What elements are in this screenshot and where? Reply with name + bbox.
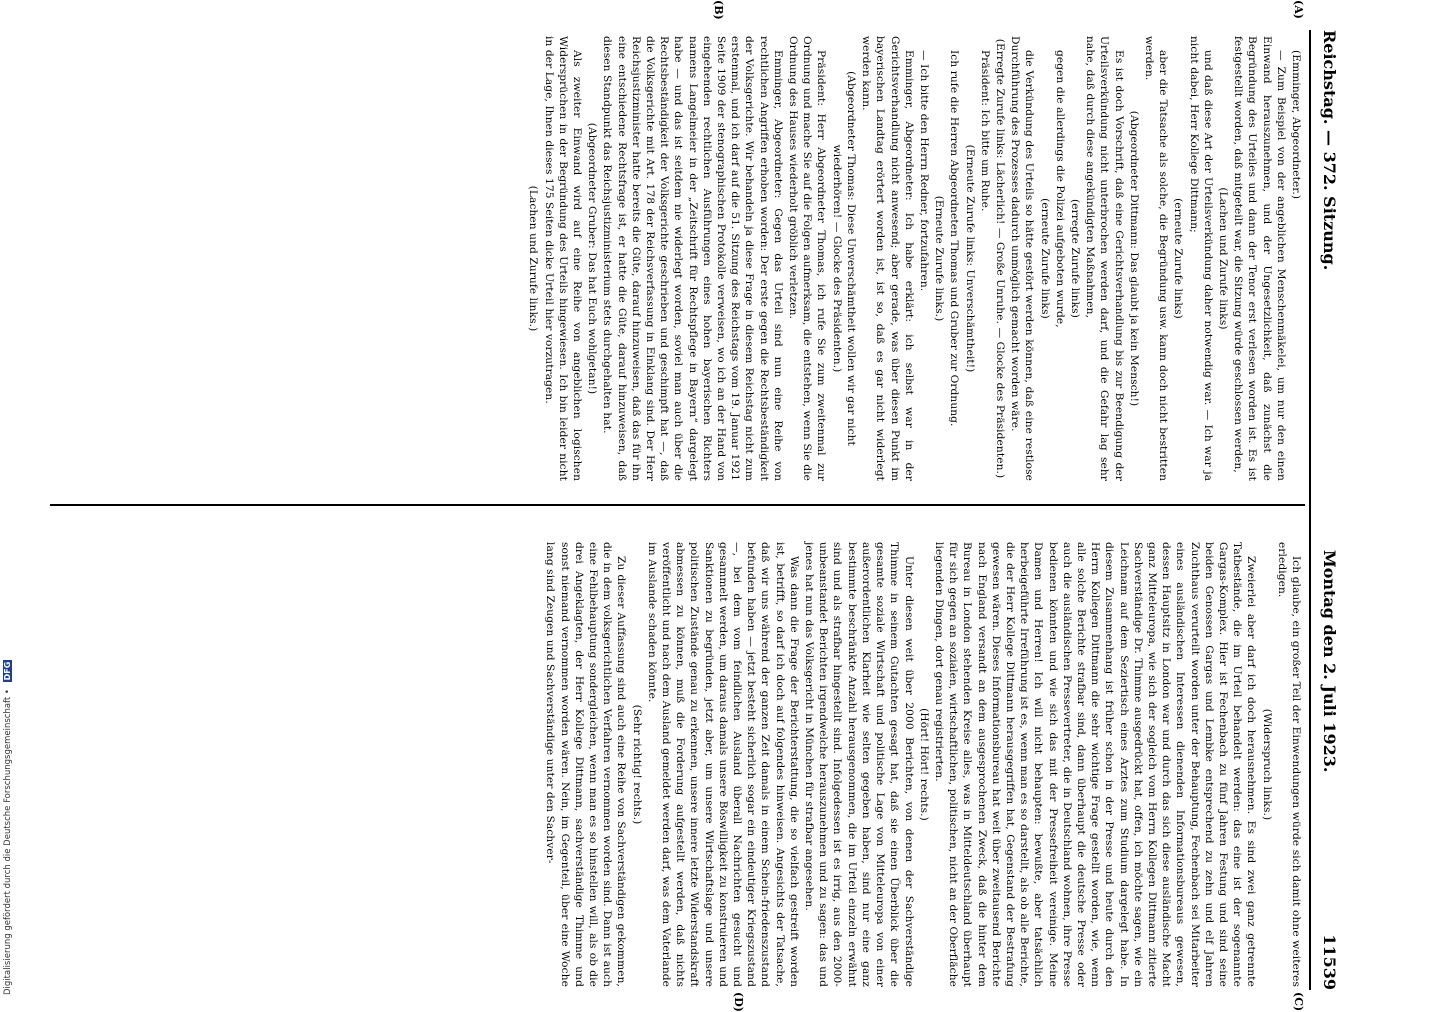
text-paragraph: Was dann die Frage der Berichterstattung, die so vielfach gestreift worden ist, betrifft, so darf ich doch auf folgendes hinweisen. Angesichts der Tatsache, daß wir uns während der ganzen Zeit damals in einem Schein-friedenszustand befunden haben — jetzt besteht sicherlich sogar ein eindeutiger Kriegszustand —, bei dem vom feindlichen Ausland überall Nachrichten gesucht und gesammelt werden, um daraus damals unsere Böswilligkeit zu konstruieren und Sanktionen zu begründen, jetzt aber, um unsere Wirtschaftslage und unsere politischen Zustände genau zu erkennen, unsere innere letzte Widerstandskraft abmessen zu können, muß die Forderung aufgestellt werden, daß nichts veröffentlicht und nach dem Ausland gemeldet werden darf, was dem Vaterlande im Auslande schaden könnte. [645, 542, 800, 987]
interjection: (Abgeordneter Thomas: Diese Unverschämtheit wollen wir gar nicht wiederhören! — Glocke des Präsidenten.) [830, 71, 857, 446]
text-paragraph: aber die Tatsache als solche, die Begründung usw. kann doch nicht bestritten werden. [1142, 36, 1170, 481]
text-paragraph: Zu dieser Auffassung sind auch eine Reihe von Sachverständigen gekommen, die in dem volksgerichtlichen Verfahren vernommen worden sind. Dann ist auch eine Fehlbehauptung sondergleichen, wenn man es so hinstellen will, als ob die drei Angeklagten, der Herr Kollege Dittmann, sachverständige Thimme und sonst niemand vernommen worden wären. Nein, im Gegenteil, über eine Woche lang sind Zeugen und Sachverständige unter den Sachver- [544, 542, 628, 987]
column-rule [50, 504, 1305, 506]
left-text-column [53, 36, 1303, 481]
text-paragraph: — Ich bitte den Herrn Redner, fortzufahren. [917, 50, 930, 292]
interjection: (Abgeordneter Gruber: Das hat Euch wohlgetan!) [586, 122, 599, 395]
speaker-paragraph: (Emminger, Abgeordneter.) [1290, 50, 1302, 200]
interjection: (Sehr richtig! rechts.) [630, 704, 643, 825]
header-page-number: 11539 [1320, 934, 1339, 990]
right-text-column [53, 542, 1303, 987]
interjection: (Erregte Zurufe links: Lächerlich! — Große Unruhe. — Glocke des Präsidenten.) [993, 38, 1006, 479]
margin-mark-c: (C) [1292, 992, 1305, 1012]
dfg-logo: DFG [3, 661, 12, 681]
margin-mark-d: (D) [732, 992, 745, 1012]
header-date: Montag den 2. Juli 1923. [1320, 550, 1339, 773]
header-rule [1309, 30, 1311, 990]
interjection: (Widerspruch links.) [1260, 708, 1273, 821]
text-paragraph: die Verkündung des Urteils so hätte gestört werden können, daß eine restlose Durchführung des Prozesses dadurch unmöglich gemacht worden wäre. [1009, 36, 1036, 481]
text-paragraph: und daß diese Art der Urteilsverkündung daher notwendig war. — Ich war ja nicht dabei, Herr Kollege Dittmann; [1187, 36, 1214, 481]
interjection: (Abgeordneter Dittmann: Das glaubt ja kein Mensch!) [1127, 110, 1140, 407]
text-paragraph: Unter diesen weit über 2000 Berichten, von denen der Sachverständige Thimme in seinem Gutachten gesagt hat, daß sie einen Überblick über die gesamte soziale Wirtschaft und politische Lage von Mitteleuropa von einer außerordentlichen Klarheit wie selten gegeben haben, sind nur eine ganz bestimmte beschränkte Anzahl herausgenommen, die im Urteil einzeln erwähnt sind und als strafbar hingestellt sind. Infolgedessen ist es irrig, aus den 2000-unbeanstandet Berichten irgendwelche herauszunehmen und zu sagen: das und jenes hat nun das Volksgericht in München für strafbar angesehen. [803, 542, 915, 987]
interjection: (erregte Zurufe links) [1068, 199, 1081, 318]
interjection: (Hört! Hört! rechts.) [917, 708, 930, 821]
header-title: Reichstag. — 372. Sitzung. [1320, 30, 1339, 271]
margin-mark-a: (A) [1292, 0, 1305, 19]
speaker-paragraph: Emminger, Abgeordneter: Ich habe erklärt: ich selbst war in der Gerichtsverhandlung nicht anwesend; aber gerade, was über diesen Punkt im bayerischen Landtag erörtert worden ist, ist so, daß es gar nicht widerlegt werden kann. [860, 36, 915, 481]
speaker-paragraph: Emminger, Abgeordneter: Gegen das Urteil sind nun eine Reihe von rechtlichen Angriffen erhoben worden: Der erste gegen die Rechtsbeständigkeit der Volksgerichte. Wir behandeln ja diese Frage in diesem Reichstag nicht zum erstenmal, und ich darf auf die 51. Sitzung des Reichstags vom 19. Januar 1921 Seite 1909 der stenographischen Protokolle verweisen, wo ich an der Hand von eingehenden rechtlichen Ausführungen eines hohen bayerischen Richters namens Langelmeier in der „Zeitschrift für Rechtspflege in Bayern“ dargelegt habe — und das ist seitdem nie widerlegt worden, soviel man auch über die Rechtsbeständigkeit der Volksgerichte geschrieben und geschimpft hat —, daß die Volksgerichte mit Art. 178 der Reichsverfassung in Einklang sind. Der Herr Reichsjustizminister hatte bereits die Güte, darauf hinzuweisen, daß das für ihn eine entschiedene Rechtsfrage ist, er hatte die Güte, darauf hinzuweisen, daß diesen Standpunkt das Reichsjustizministerium stets durchgehalten hat. [601, 36, 784, 481]
interjection: (Lachen und Zurufe links) [1216, 187, 1229, 330]
digitization-credit [3, 5, 15, 995]
interjection: (Lachen und Zurufe links.) [527, 185, 540, 332]
text-paragraph: Als zweiter Einwand wird auf eine Reihe von angeblichen logischen Widersprüchen in der Begründung des Urteils hingewiesen. Ich bin leider nicht in der Lage, Ihnen dieses 175 Seiten dicke Urteil hier vorzutragen. [542, 36, 584, 481]
interjection: (Erneute Zurufe links.) [933, 195, 946, 322]
speaker-paragraph: Präsident: Ich bitte um Ruhe. [978, 50, 991, 212]
text-paragraph: Zweierlei aber darf ich doch herausnehmen. Es sind zwei ganz getrennte Tatbestände, die im Urteil behandelt werden: das eine ist der sogenannte Gargas-Komplex. Hier ist Fechenbach zu fünf Jahren Festung und sind seine beiden Genossen Gargas und Lembke entsprechend zu zehn und elf Jahren Zuchthaus verurteilt worden unter der Behauptung, Fechenbach sei Mitarbeiter eines ausländischen Interessen dienenden Informationsbureaus gewesen, dessen Hauptsitz in London war und durch das sich diese ausländische Macht ganz Mitteleuropa, wie sich der sogleich vom Herrn Kollegen Dittmann zitierte Sachverständige Dr. Thimme ausgedrückt hat, offen, ich möchte sagen, wie ein Leichnam auf dem Seziertisch eines Arztes zum Studium dargelegt habe. In diesem Zusammenhang ist früher schon in der Presse und heute durch den Herrn Kollegen Dittmann die sehr wichtige Frage gestellt worden, wie, wenn alle solche Berichte strafbar sind, dann überhaupt die deutsche Presse oder auch die ausländischen Pressevertreter, die in Deutschland wohnen, ihre Presse bedienen könnten und wie sich das mit der Pressefreiheit vereinige. Meine Damen und Herren! Ich will nicht behaupten: bewußte, aber tatsächlich herbeigeführte Irreführung ist es, wenn man es so darstellt, als ob alle Berichte, die der Herr Kollege Dittmann herausgegriffen hat, Gegenstand der Bestrafung gewesen wären. Dieses Informationsbureau hat weit über zweitausend Berichte nach England versandt an dem ausgesprochenen Zweck, daß die hinter dem Bureau in London stehenden Kreise alles, was in Mitteldeutschland überhaupt für sich gegen an sozialen, wirtschaftlichen, politischen, nicht an der Oberfläche liegenden Dingen, dort genau registrierten. [932, 542, 1258, 987]
text-paragraph: — Zum Beispiel von der angeblichen Menschenmäkelei, um nur den einen Einwand herauszunehmen, und der Ungesetzlichkeit, daß zunächst die Begründung des Urteiles und dann der Tenor erst verlesen worden ist. Es ist festgestellt worden, daß mitgeteilt war, die Sitzung würde geschlossen werden, [1232, 36, 1287, 481]
credit-text: Digitalisierung gefördert durch die Deutsche Forschungsgemeinschaft • [3, 689, 13, 995]
text-paragraph: Ich rufe die Herren Abgeordneten Thomas und Gruber zur Ordnung. [948, 50, 961, 427]
interjection: (Erneute Zurufe links: Unverschämtheit!) [963, 144, 976, 373]
interjection: (erneute Zurufe links) [1038, 198, 1051, 319]
text-paragraph: Ich glaube, ein großer Teil der Einwendungen würde sich damit ohne weiteres erledigen. [1275, 542, 1302, 987]
page-header [1311, 30, 1345, 990]
text-paragraph: gegen die allerdings die Polizei aufgeboten wurde, [1053, 50, 1066, 328]
margin-mark-b: (B) [712, 0, 725, 20]
scanned-page [45, 0, 1345, 1012]
interjection: (erneute Zurufe links) [1172, 198, 1185, 319]
speaker-paragraph: Präsident: Herr Abgeordneter Thomas, ich rufe Sie zum zweitenmal zur Ordnung und mache Sie auf die Folgen aufmerksam, die entstehen, wenn Sie die Ordnung des Hauses wiederholt gröblich verletzen. [787, 36, 828, 481]
text-paragraph: Es ist doch Vorschrift, daß eine Gerichtsverhandlung bis zur Beendigung der Urteilsverkündung nicht unterbrochen werden darf, und die Gefahr lag sehr nahe, daß durch diese angekündigten Maßnahmen, [1084, 36, 1125, 481]
